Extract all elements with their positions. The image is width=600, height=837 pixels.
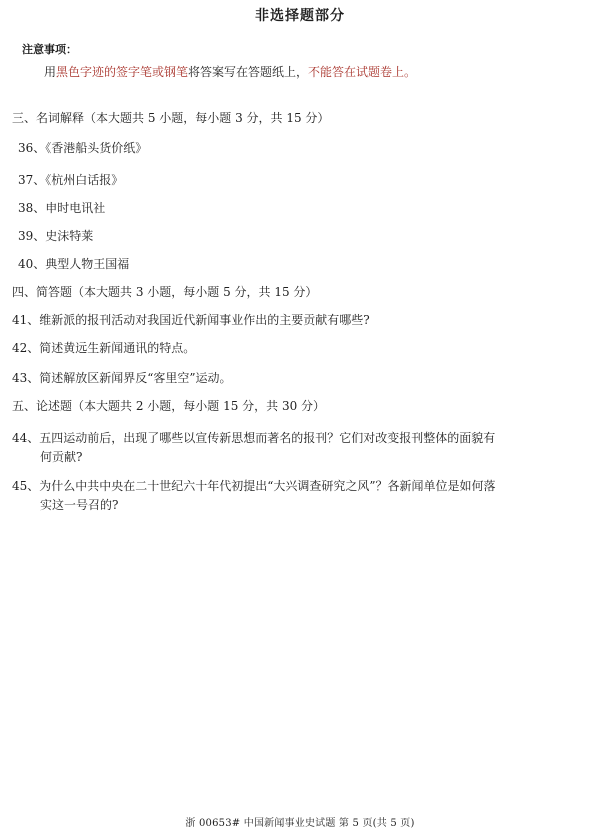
question-44-line-1: 44、五四运动前后，出现了哪些以宣传新思想而著名的报刊？它们对改变报刊整体的面貌有 [12, 431, 496, 445]
question-42: 42、简述黄远生新闻通讯的特点。 [12, 341, 196, 355]
notice-text-prefix: 用 [44, 65, 57, 79]
question-39: 39、史沫特莱 [18, 229, 94, 243]
notice-text-highlight-1: 黑色字迹的签字笔或钢笔 [56, 65, 189, 79]
question-45-line-2: 实这一号召的? [40, 498, 119, 512]
question-43: 43、简述解放区新闻界反“客里空”运动。 [12, 371, 232, 385]
section-heading-5: 五、论述题（本大题共 2 小题，每小题 15 分，共 30 分） [12, 399, 326, 413]
notice-text-middle: 将答案写在答题纸上， [188, 65, 309, 79]
question-40: 40、典型人物王国福 [18, 257, 130, 271]
notice-body [44, 64, 416, 80]
question-44-line-2: 何贡献? [40, 450, 83, 464]
question-38: 38、申时电讯社 [18, 201, 106, 215]
question-41: 41、维新派的报刊活动对我国近代新闻事业作出的主要贡献有哪些? [12, 313, 370, 327]
question-45-line-1: 45、为什么中共中央在二十世纪六十年代初提出“大兴调查研究之风”？各新闻单位是如何落 [12, 479, 496, 493]
question-36: 36、《香港船头货价纸》 [18, 141, 148, 155]
question-37: 37、《杭州白话报》 [18, 173, 124, 187]
section-heading-4: 四、简答题（本大题共 3 小题，每小题 5 分，共 15 分） [12, 285, 318, 299]
notice-text-highlight-2: 不能答在试题卷上。 [308, 65, 417, 79]
section-heading-3: 三、名词解释（本大题共 5 小题，每小题 3 分，共 15 分） [12, 111, 330, 125]
page-footer: 浙 00653# 中国新闻事业史试题 第 5 页(共 5 页) [185, 818, 415, 829]
notice-heading: 注意事项： [22, 43, 77, 56]
page-title: 非选择题部分 [255, 8, 345, 24]
